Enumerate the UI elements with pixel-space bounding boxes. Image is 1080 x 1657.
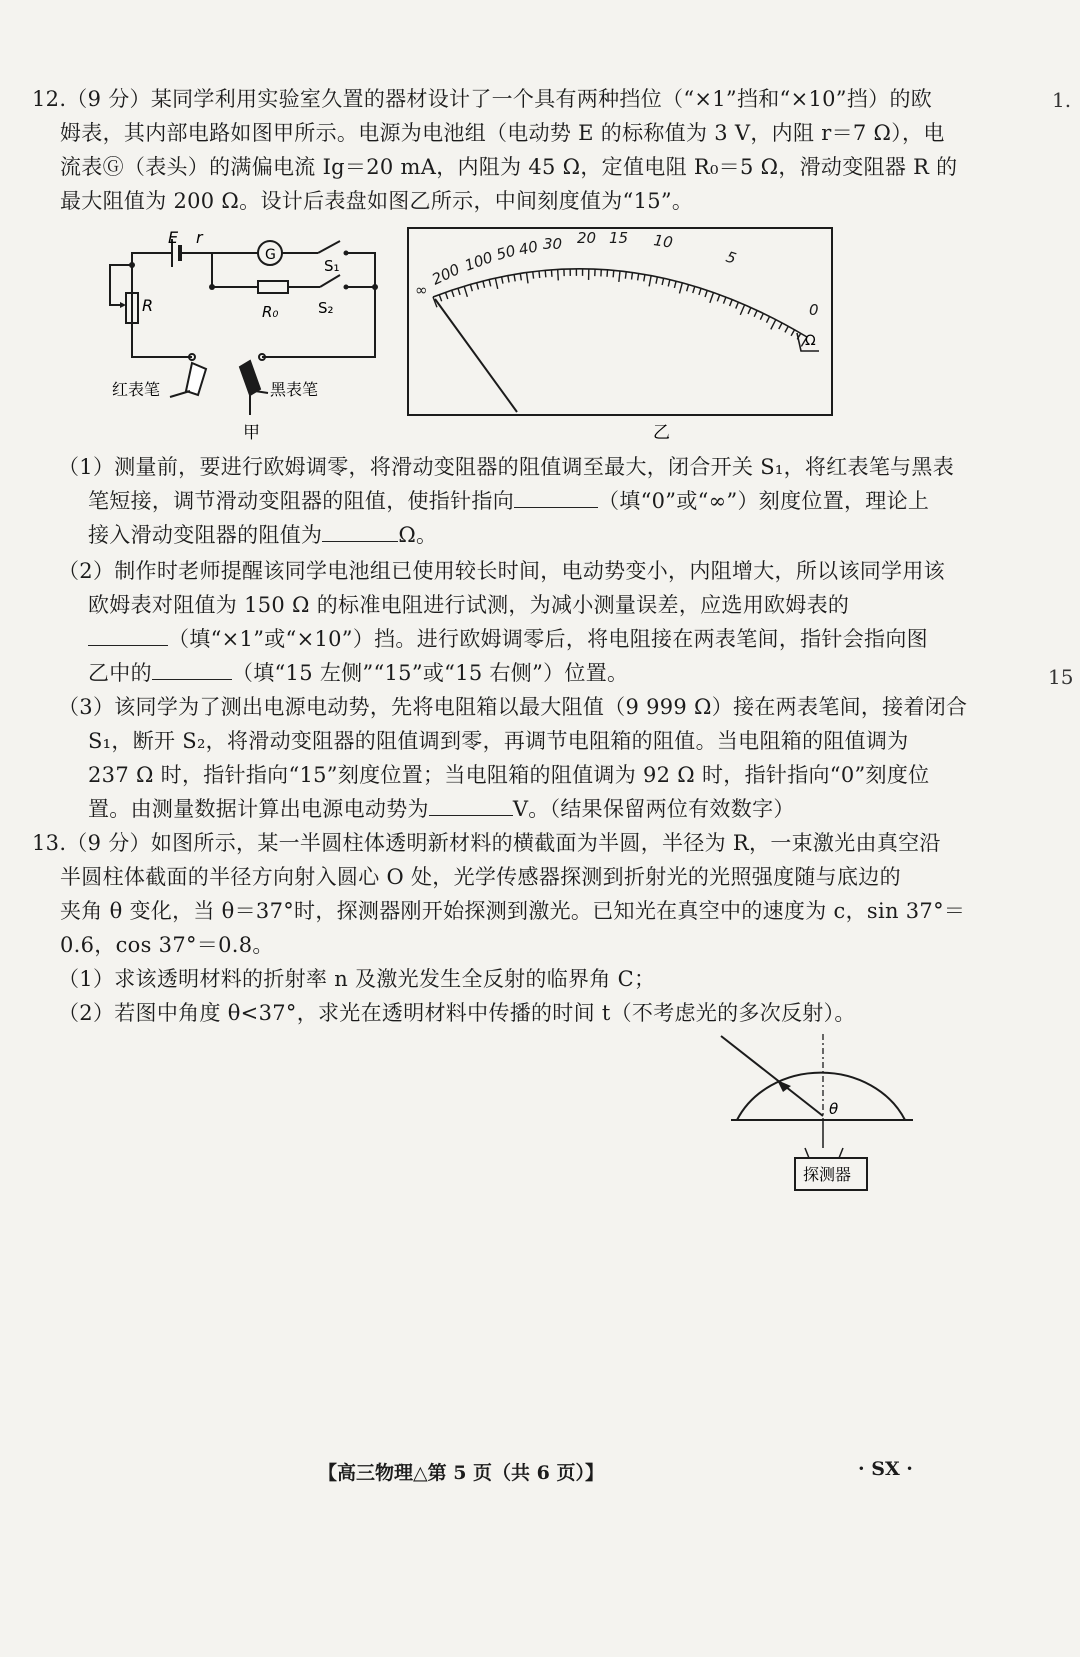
dial-tick <box>674 281 676 288</box>
q12-p3-text: S₁，断开 S₂，将滑动变阻器的阻值调到零，再调节电阻箱的阻值。当电阻箱的阻值调为 <box>88 729 909 753</box>
label-S1: S₁ <box>324 257 340 275</box>
answer-blank-1[interactable] <box>514 507 598 508</box>
q12-p2-text: （填“15 左侧”“15”或“15 右侧”）位置。 <box>231 661 629 685</box>
q12-p1-text: 笔短接，调节滑动变阻器的阻值，使指针指向 <box>88 489 514 513</box>
dial-tick <box>514 274 515 281</box>
dial-tick <box>754 310 757 316</box>
label-r: r <box>196 228 203 247</box>
dial-tick <box>551 270 552 277</box>
label-R: R <box>142 296 154 315</box>
label-black-probe: 黑表笔 <box>270 380 319 399</box>
dial-tick <box>464 286 467 297</box>
dial-tick <box>723 297 726 304</box>
dial-tick <box>527 273 529 284</box>
dial-tick <box>539 271 540 278</box>
unit-ohm: Ω <box>805 333 816 349</box>
scale-label: 10 <box>652 231 674 252</box>
label-theta: θ <box>829 1100 839 1118</box>
q13-stem <box>32 826 1032 962</box>
dial-tick <box>489 280 491 287</box>
circuit-diagram-jia <box>100 225 400 445</box>
dial-tick <box>495 278 497 289</box>
q12-p1-text: （1）测量前，要进行欧姆调零，将滑动变阻器的阻值调至最大，闭合开关 S₁，将红表笔与黑表 <box>58 455 955 479</box>
caption-jia: 甲 <box>243 423 260 443</box>
q13-subquestions <box>58 962 1038 1030</box>
dial-tick <box>631 273 632 280</box>
scale-label: ∞ <box>415 281 428 299</box>
q13-stem-line: 夹角 θ 变化，当 θ＝37°时，探测器刚开始探测到激光。已知光在真空中的速度为 c，sin 37°＝ <box>60 899 966 923</box>
dial-tick <box>477 283 479 290</box>
q12-stem-line: 12.（9 分）某同学利用实验室久置的器材设计了一个具有两种挡位（“×1”挡和“×10”挡）的欧 <box>32 87 933 111</box>
dial-tick <box>458 288 460 295</box>
dial-tick <box>502 277 503 284</box>
q12-p3-text: 置。由测量数据计算出电源电动势为 <box>88 797 429 821</box>
dial-tick <box>679 283 682 294</box>
dial-tick <box>533 272 534 279</box>
scale-label: 50 <box>494 241 518 264</box>
dial-tick <box>736 302 739 308</box>
dial-tick <box>619 271 620 282</box>
dial-tick <box>717 295 719 302</box>
answer-blank-2[interactable] <box>322 541 398 542</box>
dial-tick <box>439 295 441 302</box>
q12-p3-text: （3）该同学为了测出电源电动势，先将电阻箱以最大阻值（9 999 Ω）接在两表笔间，接着闭合 <box>58 695 968 719</box>
q12-p3-text: V。（结果保留两位有效数字） <box>512 797 795 821</box>
dial-tick <box>699 288 701 295</box>
q12-stem-line: 姆表，其内部电路如图甲所示。电源为电池组（电动势 E 的标称值为 3 V，内阻 r＝7 Ω），电 <box>60 121 945 145</box>
dial-tick <box>668 280 670 287</box>
scale-label: 100 <box>462 248 496 275</box>
q12-part2 <box>58 554 1038 690</box>
dial-tick <box>625 272 626 279</box>
dial-tick <box>760 313 763 319</box>
dial-tick <box>638 273 639 280</box>
dial-tick <box>445 292 447 299</box>
dial-tick <box>740 305 744 315</box>
dial-tick <box>730 300 733 306</box>
q12-p1-text: 接入滑动变阻器的阻值为 <box>88 523 323 547</box>
q13-stem-line: 0.6，cos 37°＝0.8。 <box>60 933 274 957</box>
q13-stem-line: 半圆柱体截面的半径方向射入圆心 O 处，光学传感器探测到折射光的光照强度随与底边的 <box>60 865 901 889</box>
dial-tick <box>520 273 521 280</box>
scale-label: 30 <box>543 235 563 253</box>
dial-tick <box>613 270 614 277</box>
label-red-probe: 红表笔 <box>112 380 161 399</box>
page-footer: 【高三物理△第 5 页（共 6 页）】 <box>318 1462 605 1484</box>
scale-label: 0 <box>809 301 819 319</box>
answer-blank-4[interactable] <box>152 679 232 680</box>
scale-label: 5 <box>723 247 739 268</box>
q12-p2-text: （填“×1”或“×10”）挡。进行欧姆调零后，将电阻接在两表笔间，指针会指向图 <box>168 627 928 651</box>
dial-tick <box>748 308 751 314</box>
margin-mark-top: 1. <box>1052 88 1072 112</box>
dial-tick <box>710 293 714 303</box>
q12-p2-text: 欧姆表对阻值为 150 Ω 的标准电阻进行试测，为减小测量误差，应选用欧姆表的 <box>88 593 850 617</box>
label-S2: S₂ <box>318 299 334 317</box>
q12-part3 <box>58 690 1038 826</box>
dial-tick <box>771 320 776 330</box>
ohmmeter-dial-yi <box>405 225 837 447</box>
label-E: E <box>168 228 179 247</box>
q12-p3-text: 237 Ω 时，指针指向“15”刻度位置；当电阻箱的阻值调为 92 Ω 时，指针指向“0”刻度位 <box>88 763 930 787</box>
footer-code: · SX · <box>858 1458 913 1480</box>
q12-stem-line: 最大阻值为 200 Ω。设计后表盘如图乙所示，中间刻度值为“15”。 <box>60 189 694 213</box>
label-G: G <box>265 247 276 263</box>
scale-label: 200 <box>429 260 463 289</box>
q12-p2-text: 乙中的 <box>88 661 152 685</box>
dial-tick <box>558 269 559 280</box>
q12-part1 <box>58 450 1038 552</box>
meter-pointer <box>435 299 517 412</box>
scale-label: 40 <box>517 237 540 259</box>
dial-tick <box>470 284 472 291</box>
q12-p2-text: （2）制作时老师提醒该同学电池组已使用较长时间，电动势变小，内阻增大，所以该同学用该 <box>58 559 945 583</box>
dial-tick <box>644 274 645 281</box>
scale-label: 20 <box>577 229 597 247</box>
semicircle-diagram <box>715 1030 925 1200</box>
dial-tick <box>483 281 485 288</box>
q12-stem <box>32 82 1032 218</box>
dial-tick <box>693 286 695 293</box>
dial-tick <box>452 290 454 297</box>
scale-label: 15 <box>609 229 629 247</box>
dial-tick <box>662 278 664 285</box>
q12-p1-text: （填“0”或“∞”）刻度位置，理论上 <box>598 489 930 513</box>
q13-sub2: （2）若图中角度 θ<37°，求光在透明材料中传播的时间 t（不考虑光的多次反射）。 <box>58 1001 856 1025</box>
label-detector: 探测器 <box>803 1165 852 1184</box>
q13-sub1: （1）求该透明材料的折射率 n 及激光发生全反射的临界角 C； <box>58 967 656 991</box>
dial-tick <box>785 326 788 332</box>
dial-tick <box>779 323 782 329</box>
dial-tick <box>791 330 794 336</box>
dial-tick <box>766 316 769 322</box>
q12-stem-line: 流表Ⓖ（表头）的满偏电流 Ig＝20 mA，内阻为 45 Ω，定值电阻 R₀＝5 Ω，滑动变阻器 R 的 <box>60 155 958 179</box>
margin-mark-middle: 15 <box>1048 665 1074 689</box>
dial-tick <box>687 285 689 292</box>
dial-tick <box>656 277 657 284</box>
dial-tick <box>508 276 509 283</box>
dial-ticks <box>433 269 807 347</box>
dial-tick <box>705 290 707 297</box>
caption-yi: 乙 <box>653 423 670 443</box>
answer-blank-5[interactable] <box>429 815 513 816</box>
label-R0: R₀ <box>262 303 279 321</box>
dial-tick <box>607 270 608 277</box>
dial-tick <box>649 276 651 287</box>
q12-p1-text: Ω。 <box>398 523 438 547</box>
q13-stem-line: 13.（9 分）如图所示，某一半圆柱体透明新材料的横截面为半圆，半径为 R，一束激光由真空沿 <box>32 831 941 855</box>
answer-blank-3[interactable] <box>88 645 168 646</box>
dial-tick <box>545 270 546 277</box>
